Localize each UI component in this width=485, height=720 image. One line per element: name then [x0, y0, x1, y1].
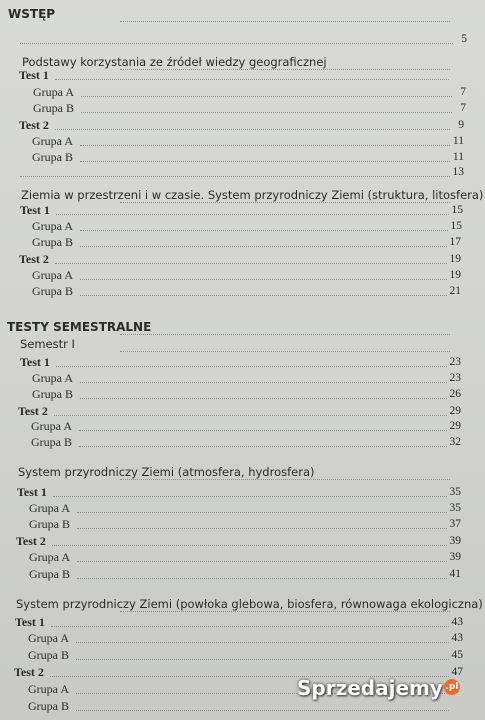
dotted-leader: [81, 96, 452, 97]
toc-entry-test: [0, 484, 485, 500]
toc-entry-test: [0, 67, 485, 83]
toc-entry-test: [0, 354, 485, 370]
toc-entry-test: [0, 403, 485, 419]
toc-entry-grupa: [0, 218, 485, 234]
page-number: 9: [458, 119, 464, 131]
page-number: 19: [449, 269, 461, 281]
page-number: 19: [449, 253, 461, 265]
toc-entry-grupa: [0, 500, 485, 516]
dotted-leader: [80, 295, 447, 296]
toc-entry-label: Grupa A: [29, 550, 70, 564]
dotted-leader: [55, 263, 447, 264]
toc-entry-label: WSTĘP: [8, 7, 56, 21]
toc-entry-label: Test 2: [19, 118, 49, 132]
toc-entry-page-only: [0, 31, 485, 47]
toc-entry-test: [0, 614, 485, 630]
page-number: 17: [449, 236, 461, 248]
toc-entry-test: [0, 533, 485, 549]
page-number: 21: [449, 285, 461, 297]
toc-entry-grupa: [0, 267, 485, 283]
toc-entry-label: Test 1: [20, 355, 50, 369]
toc-entry-label: System przyrodniczy Ziemi (atmosfera, hydrosfera): [18, 465, 315, 479]
page-number: 35: [449, 486, 461, 498]
toc-entry-label: Grupa A: [32, 134, 73, 148]
page-number: 11: [452, 151, 464, 163]
toc-entry-label: Test 1: [19, 68, 49, 82]
toc-entry-label: Grupa A: [32, 268, 73, 282]
page-number: 37: [449, 518, 461, 530]
page-number: 47: [451, 666, 463, 678]
page-number: 29: [449, 420, 461, 432]
toc-entry-grupa: [0, 698, 485, 714]
toc-entry-label: Grupa A: [28, 631, 69, 645]
page-number: 43: [451, 632, 463, 644]
dotted-leader: [77, 528, 447, 529]
dotted-leader: [120, 351, 450, 352]
dotted-leader: [80, 398, 447, 399]
dotted-leader: [120, 21, 450, 22]
dotted-leader: [76, 642, 449, 643]
page-number: 7: [460, 102, 466, 114]
page-number: 11: [452, 135, 464, 147]
toc-entry-section: [0, 336, 485, 352]
toc-entry-label: Grupa A: [32, 219, 73, 233]
page-number: 7: [460, 86, 466, 98]
dotted-leader: [20, 176, 450, 177]
page-number: 5: [461, 33, 467, 45]
toc-entry-heading: [0, 6, 485, 22]
toc-entry-label: Grupa B: [32, 235, 73, 249]
toc-entry-label: Test 1: [17, 485, 47, 499]
dotted-leader: [120, 479, 450, 480]
toc-entry-label: Grupa A: [31, 419, 72, 433]
toc-entry-grupa: [0, 386, 485, 402]
toc-entry-label: Test 2: [18, 404, 48, 418]
dotted-leader: [80, 279, 447, 280]
toc-entry-test: [0, 202, 485, 218]
toc-entry-section: [0, 187, 485, 203]
toc-entry-label: Grupa A: [29, 501, 70, 515]
dotted-leader: [77, 512, 447, 513]
dotted-leader: [55, 79, 449, 80]
dotted-leader: [54, 415, 447, 416]
toc-entry-label: Grupa B: [32, 284, 73, 298]
dotted-leader: [76, 659, 449, 660]
toc-entry-label: TESTY SEMESTRALNE: [7, 320, 152, 334]
dotted-leader: [20, 43, 453, 44]
page-number: 32: [449, 436, 461, 448]
toc-entry-label: Grupa B: [29, 567, 70, 581]
page-number: 15: [450, 220, 462, 232]
toc-entry-grupa: [0, 133, 485, 149]
page-number: 23: [449, 356, 461, 368]
toc-entry-grupa: [0, 418, 485, 434]
page-number: 29: [449, 405, 461, 417]
dotted-leader: [80, 246, 447, 247]
toc-entry-grupa: [0, 149, 485, 165]
toc-entry-label: Grupa B: [33, 101, 74, 115]
toc-entry-grupa: [0, 370, 485, 386]
toc-entry-grupa: [0, 549, 485, 565]
page-number: 39: [449, 551, 461, 563]
toc-entry-grupa: [0, 283, 485, 299]
toc-entry-heading: [0, 319, 485, 335]
page-number: 39: [449, 535, 461, 547]
toc-entry-label: Grupa A: [33, 85, 74, 99]
toc-entry-grupa: [0, 647, 485, 663]
toc-entry-label: Semestr I: [20, 337, 75, 351]
toc-entry-label: Grupa B: [32, 150, 73, 164]
dotted-leader: [55, 129, 450, 130]
dotted-leader: [77, 561, 447, 562]
toc-entry-test: [0, 117, 485, 133]
dotted-leader: [52, 545, 447, 546]
page-number: 41: [449, 568, 461, 580]
toc-entry-grupa: [0, 630, 485, 646]
dotted-leader: [79, 430, 447, 431]
page-number: 35: [449, 502, 461, 514]
toc-entry-label: Grupa A: [28, 682, 69, 696]
toc-entry-grupa: [0, 566, 485, 582]
dotted-leader: [79, 446, 447, 447]
dotted-leader: [80, 230, 448, 231]
dotted-leader: [51, 626, 449, 627]
dotted-leader: [77, 578, 447, 579]
page-number: 43: [451, 616, 463, 628]
toc-entry-test: [0, 251, 485, 267]
page-number: 45: [451, 649, 463, 661]
toc-entry-label: Test 2: [14, 665, 44, 679]
toc-entry-grupa: [0, 516, 485, 532]
toc-entry-grupa: [0, 434, 485, 450]
page-number: 26: [449, 388, 461, 400]
watermark-logo: Sprzedajemy .pl: [297, 676, 459, 700]
dotted-leader: [80, 145, 450, 146]
toc-entry-grupa: [0, 100, 485, 116]
toc-entry-label: Test 2: [19, 252, 49, 266]
toc-entry-grupa: [0, 234, 485, 250]
toc-entry-label: System przyrodniczy Ziemi (powłoka glebowa, biosfera, równowaga ekologiczna): [16, 597, 483, 611]
page-number: 13: [452, 166, 464, 178]
toc-entry-label: Test 1: [20, 203, 50, 217]
toc-entry-label: Grupa B: [29, 517, 70, 531]
toc-entry-label: Ziemia w przestrzeni i w czasie. System przyrodniczy Ziemi (struktura, litosfera): [21, 188, 484, 202]
dotted-leader: [56, 214, 449, 215]
dotted-leader: [80, 161, 450, 162]
toc-entry-section: [0, 464, 485, 480]
toc-entry-label: Grupa B: [28, 699, 69, 713]
dotted-leader: [120, 611, 450, 612]
toc-entry-label: Grupa A: [32, 371, 73, 385]
toc-entry-label: Test 2: [16, 534, 46, 548]
toc-entry-section: [0, 596, 485, 612]
toc-entry-label: Grupa B: [31, 435, 72, 449]
page-number: 15: [451, 204, 463, 216]
toc-entry-label: Grupa B: [32, 387, 73, 401]
dotted-leader: [81, 112, 452, 113]
dotted-leader: [53, 496, 447, 497]
dotted-leader: [76, 710, 449, 711]
toc-entry-grupa: [0, 84, 485, 100]
toc-entry-label: Test 1: [15, 615, 45, 629]
dotted-leader: [56, 366, 447, 367]
dotted-leader: [80, 382, 447, 383]
page-number: 23: [449, 372, 461, 384]
toc-entry-page-only: [0, 164, 485, 180]
toc-entry-label: Podstawy korzystania ze źródeł wiedzy geograficznej: [22, 55, 327, 69]
dotted-leader: [120, 334, 450, 335]
toc-entry-label: Grupa B: [28, 648, 69, 662]
